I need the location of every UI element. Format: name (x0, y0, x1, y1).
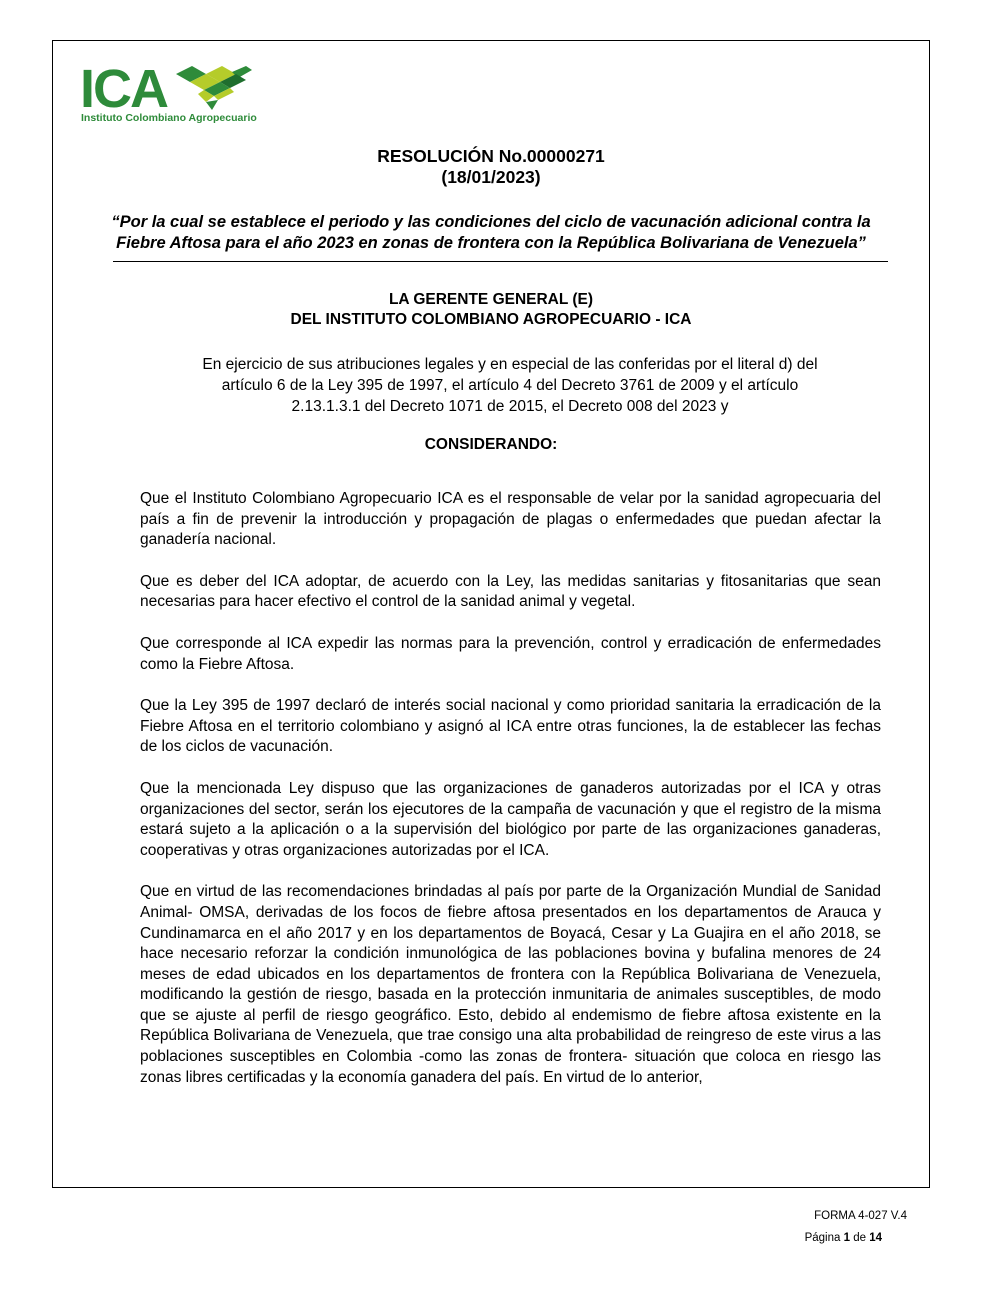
logo-subtitle: Instituto Colombiano Agropecuario (81, 112, 257, 124)
preamble-line: 2.13.1.3.1 del Decreto 1071 de 2015, el Decreto 008 del 2023 y (291, 398, 729, 415)
page-separator: de (853, 1232, 866, 1244)
resolution-date: (18/01/2023) (441, 167, 541, 187)
considerando-heading: CONSIDERANDO: (424, 436, 558, 453)
consideration-paragraph: Que es deber del ICA adoptar, de acuerdo con la Ley, las medidas sanitarias y fitosanitarias que sean necesarias para hacer efectivo el control de la sanidad animal y vegetal. (140, 572, 881, 611)
logo-letters: ICA (80, 59, 167, 119)
page-prefix: Página (804, 1232, 841, 1244)
consideration-paragraph: Que corresponde al ICA expedir las normas para la prevención, control y erradicación de enfermedades como la Fiebre Aftosa. (140, 634, 881, 673)
preamble-line: En ejercicio de sus atribuciones legales y en especial de las conferidas por el literal d) del (202, 356, 818, 373)
subject-line: Fiebre Aftosa para el año 2023 en zonas de frontera con la República Bolivariana de Venezuela” (116, 234, 866, 252)
consideration-paragraph: Que en virtud de las recomendaciones brindadas al país por parte de la Organización Mundial de Sanidad Animal- OMSA, derivadas de los focos de fiebre aftosa presentados en los departamentos de Arauca y Cundinamarca en el año 2017 y en los departamentos de Boyacá, Cesar y La Guajira en el año 2018, se hace necesario reforzar la condición inmunológica de las poblaciones bovina y bufalina menores de 24 meses de edad ubicados en los departamentos de frontera con la República Bolivariana de Venezuela, modificando la gestión de riesgo, basada en la protección inmunitaria de animales susceptibles, de modo que se ajuste al perfil de riesgo geográfico. Esto, debido al endemismo de fiebre aftosa existente en la República Bolivariana de Venezuela, que trae consigo una alta probabilidad de reingreso de este virus a las poblaciones susceptibles en Colombia -como las zonas de frontera- situación que coloca en riesgo las zonas libres certificadas y la economía ganadera del país. En virtud de lo anterior, (140, 883, 881, 1086)
page-current: 1 (843, 1232, 850, 1244)
page-total: 14 (869, 1232, 882, 1244)
consideration-paragraph: Que el Instituto Colombiano Agropecuario ICA es el responsable de velar por la sanidad agropecuaria del país a fin de prevenir la introducción y propagación de plagas o enfermedades que puedan afectar la ganadería nacional. (140, 490, 881, 549)
form-code: FORMA 4-027 V.4 (814, 1210, 907, 1222)
resolution-heading (52, 146, 930, 188)
ica-logo (80, 59, 260, 126)
resolution-number: RESOLUCIÓN No.00000271 (377, 146, 605, 166)
authority-line: LA GERENTE GENERAL (E) (388, 291, 594, 308)
consideration-paragraph: Que la Ley 395 de 1997 declaró de interés social nacional y como prioridad sanitaria la erradicación de la Fiebre Aftosa en el territorio colombiano y asignó al ICA entre otras funciones, la de establecer las fechas de los ciclos de vacunación. (140, 697, 881, 756)
authority-line: DEL INSTITUTO COLOMBIANO AGROPECUARIO - ICA (290, 311, 692, 328)
divider-line (113, 261, 888, 262)
resolution-subject (70, 212, 912, 254)
preamble (140, 354, 880, 417)
logo-leaf-icon (176, 66, 252, 110)
authority-heading (52, 290, 930, 330)
page-number (805, 1232, 882, 1244)
consideration-paragraph: Que la mencionada Ley dispuso que las organizaciones de ganaderos autorizadas por el ICA y otras organizaciones del sector, serán los ejecutores de la campaña de vacunación y que el registro de la misma estará sujeto a la aplicación o a la supervisión del biológico por parte de las organizaciones ganaderas, cooperativas y otras organizaciones autorizadas por el ICA. (140, 779, 881, 859)
preamble-line: artículo 6 de la Ley 395 de 1997, el artículo 4 del Decreto 3761 de 2009 y el artículo (221, 377, 799, 394)
subject-line: “Por la cual se establece el periodo y las condiciones del ciclo de vacunación adicional contra la (111, 213, 871, 231)
considerations-body (140, 489, 881, 1109)
